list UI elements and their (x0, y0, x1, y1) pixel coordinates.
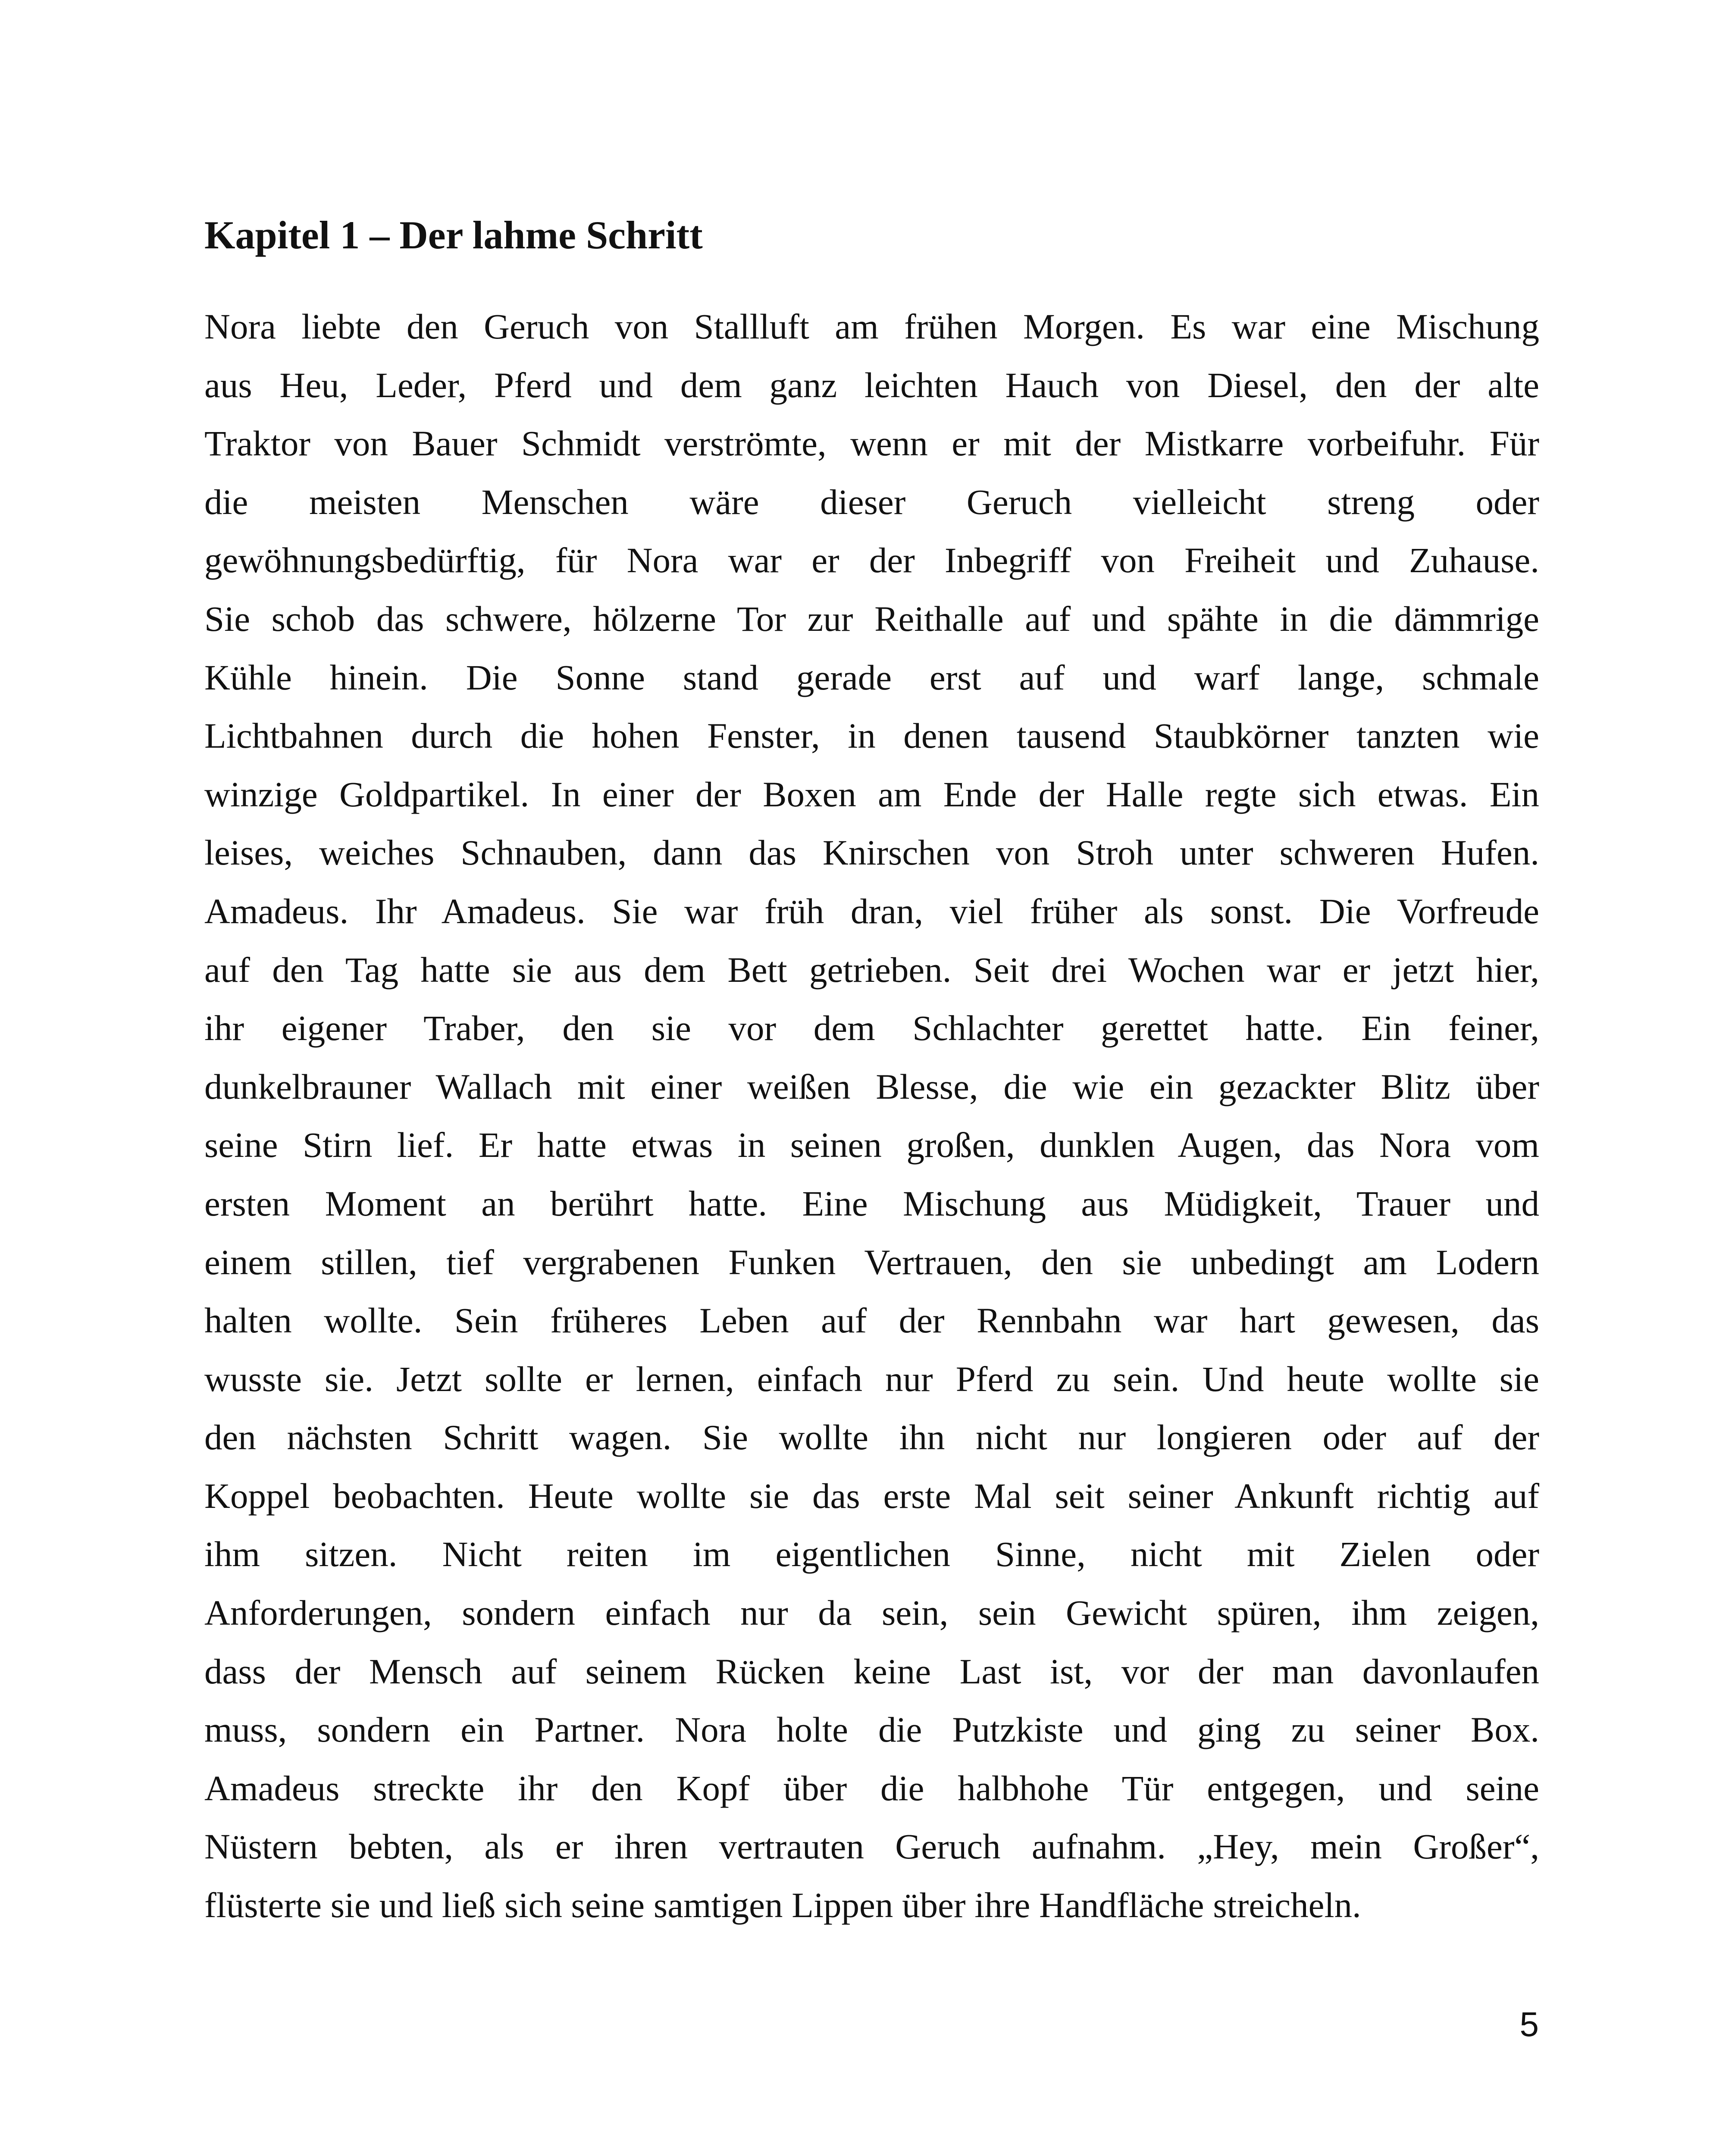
text-line: Traktor von Bauer Schmidt verströmte, wenn er mit der Mistkarre vorbeifuhr. Für (204, 423, 1539, 464)
text-line: muss, sondern ein Partner. Nora holte die Putzkiste und ging zu seiner Box. (204, 1710, 1539, 1750)
text-line: Amadeus streckte ihr den Kopf über die halbhohe Tür entgegen, und seine (204, 1768, 1539, 1808)
text-line: ersten Moment an berührt hatte. Eine Mischung aus Müdigkeit, Trauer und (204, 1183, 1539, 1223)
text-line: auf den Tag hatte sie aus dem Bett getrieben. Seit drei Wochen war er jetzt hier, (204, 950, 1539, 990)
text-line: Anforderungen, sondern einfach nur da sein, sein Gewicht spüren, ihm zeigen, (204, 1593, 1539, 1633)
chapter-title: Kapitel 1 – Der lahme Schritt (204, 213, 703, 257)
text-line: dass der Mensch auf seinem Rücken keine Last ist, vor der man davonlaufen (204, 1651, 1539, 1691)
text-line: dunkelbrauner Wallach mit einer weißen Blesse, die wie ein gezackter Blitz über (204, 1066, 1539, 1106)
text-line: einem stillen, tief vergrabenen Funken Vertrauen, den sie unbedingt am Lodern (204, 1242, 1539, 1282)
text-line: Nora liebte den Geruch von Stallluft am frühen Morgen. Es war eine Mischung (204, 307, 1539, 346)
text-line: seine Stirn lief. Er hatte etwas in seinen großen, dunklen Augen, das Nora vom (204, 1125, 1539, 1165)
text-line: flüsterte sie und ließ sich seine samtigen Lippen über ihre Handfläche streicheln. (204, 1885, 1361, 1925)
text-line: Nüstern bebten, als er ihren vertrauten Geruch aufnahm. „Hey, mein Großer“, (204, 1827, 1539, 1867)
text-line: Kühle hinein. Die Sonne stand gerade erst auf und warf lange, schmale (204, 657, 1539, 697)
text-line: Sie schob das schwere, hölzerne Tor zur Reithalle auf und spähte in die dämmrige (204, 599, 1539, 639)
text-line: Amadeus. Ihr Amadeus. Sie war früh dran, viel früher als sonst. Die Vorfreude (204, 891, 1539, 931)
text-line: halten wollte. Sein früheres Leben auf der Rennbahn war hart gewesen, das (204, 1300, 1539, 1341)
text-line: leises, weiches Schnauben, dann das Knirschen von Stroh unter schweren Hufen. (204, 833, 1539, 873)
text-line: Lichtbahnen durch die hohen Fenster, in denen tausend Staubkörner tanzten wie (204, 716, 1539, 756)
text-line: die meisten Menschen wäre dieser Geruch vielleicht streng oder (204, 482, 1539, 522)
text-line: wusste sie. Jetzt sollte er lernen, einfach nur Pferd zu sein. Und heute wollte sie (204, 1359, 1539, 1399)
text-line: ihr eigener Traber, den sie vor dem Schlachter gerettet hatte. Ein feiner, (204, 1008, 1539, 1048)
text-line: den nächsten Schritt wagen. Sie wollte ihn nicht nur longieren oder auf der (204, 1417, 1539, 1457)
text-line: gewöhnungsbedürftig, für Nora war er der Inbegriff von Freiheit und Zuhause. (204, 540, 1539, 580)
page-number: 5 (1519, 2005, 1539, 2043)
text-line: winzige Goldpartikel. In einer der Boxen am Ende der Halle regte sich etwas. Ein (204, 774, 1539, 814)
chapter-body-text (204, 298, 1539, 1935)
text-line: aus Heu, Leder, Pferd und dem ganz leichten Hauch von Diesel, den der alte (204, 365, 1539, 405)
text-line: Koppel beobachten. Heute wollte sie das erste Mal seit seiner Ankunft richtig auf (204, 1476, 1539, 1516)
text-line: ihm sitzen. Nicht reiten im eigentlichen Sinne, nicht mit Zielen oder (204, 1534, 1539, 1574)
